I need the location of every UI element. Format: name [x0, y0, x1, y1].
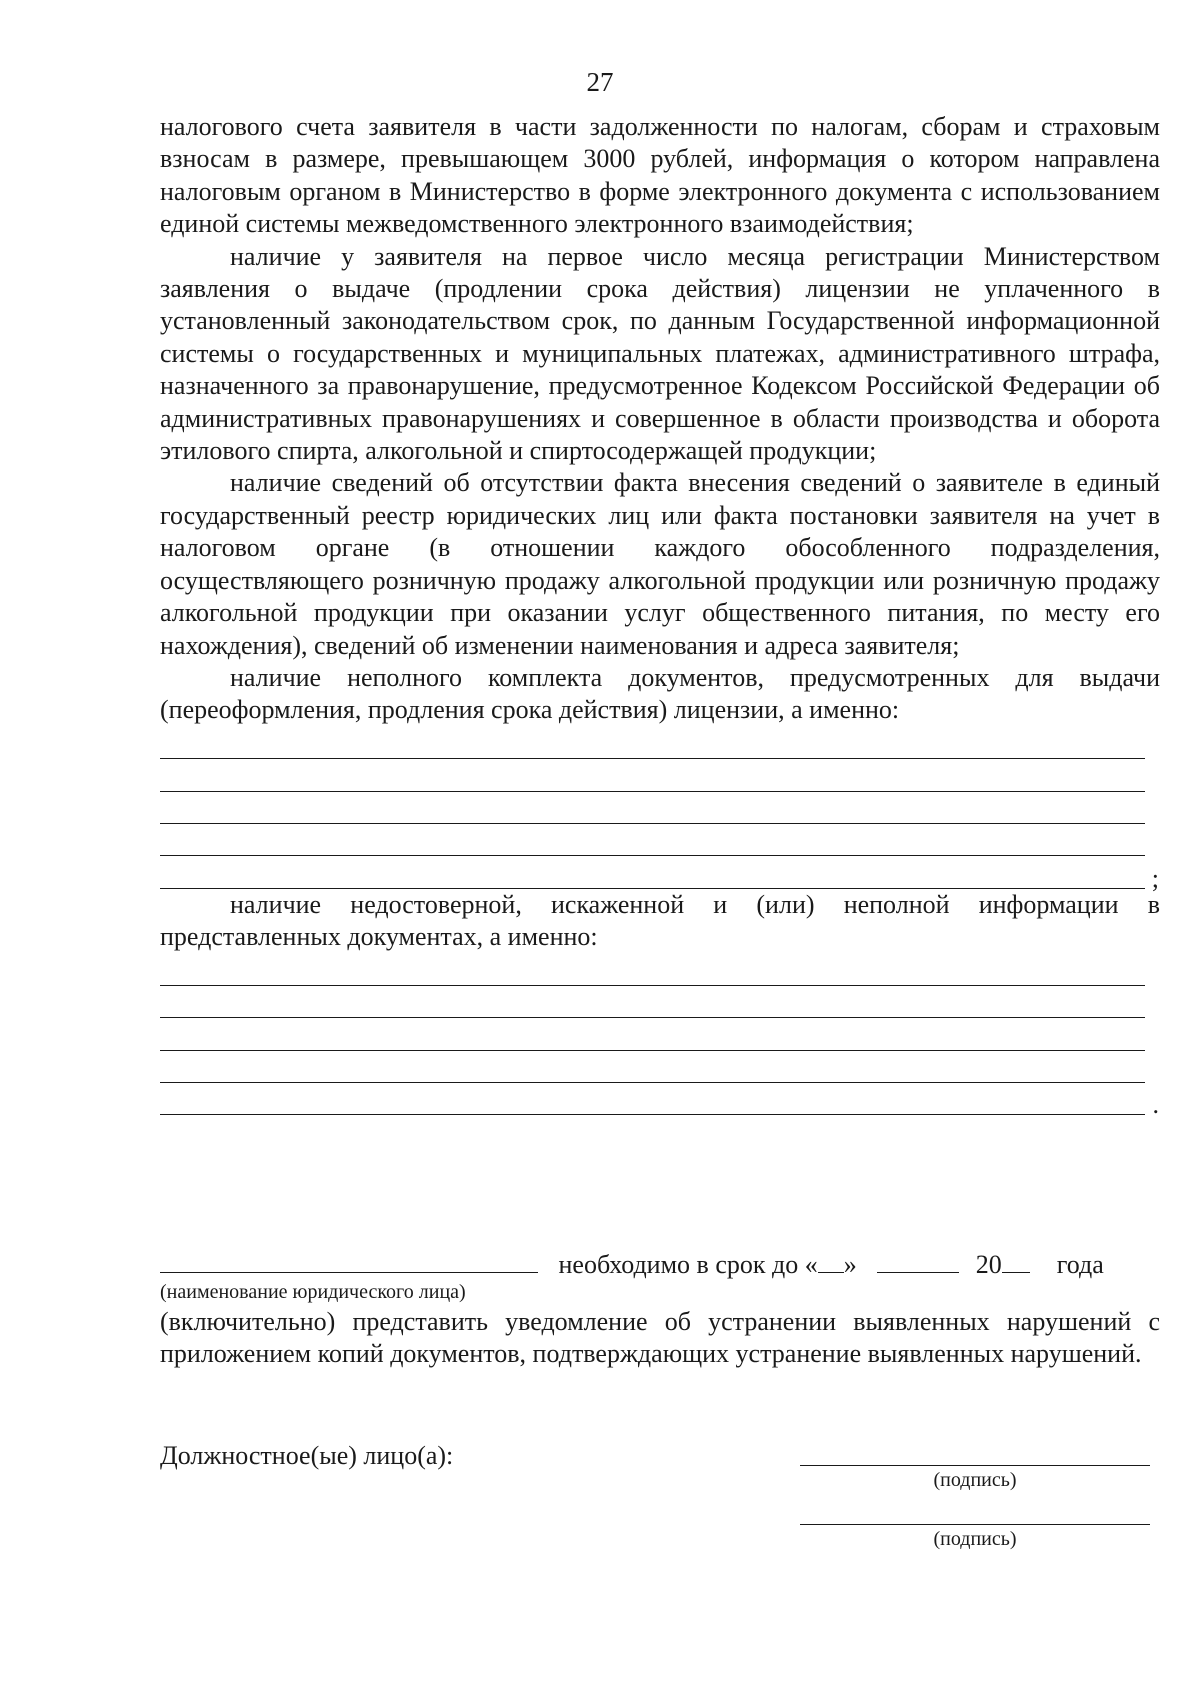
blank-line[interactable] [160, 792, 1145, 824]
deadline-year-word: года [1056, 1250, 1104, 1279]
paragraph-registry-absence: наличие сведений об отсутствии факта внесения сведений о заявителе в единый государственный реестр юридических лиц или факта постановки заявителя на учет в налоговом органе (в отношении каждого обособленного подразделения, осуществляющего розничную продажу алкогольной продукции или розничную продажу алкогольной продукции при оказании услуг общественного питания, по месту его нахождения), сведений об изменении наименования и адреса заявителя; [160, 468, 1160, 660]
organization-name-field[interactable] [160, 1248, 538, 1273]
paragraph-incomplete-documents: наличие неполного комплекта документов, предусмотренных для выдачи (переоформления, продления срока действия) лицензии, а именно: [160, 662, 1160, 725]
incomplete-documents-blank-lines [160, 727, 1159, 893]
signature-caption-1: (подпись) [933, 1469, 1017, 1491]
deadline-text: необходимо в срок до « [558, 1250, 818, 1279]
blank-line[interactable] [160, 824, 1145, 856]
deadline-year-field[interactable] [1002, 1248, 1030, 1273]
paragraph-unpaid-fine: наличие у заявителя на первое число месяца регистрации Министерством заявления о выдаче (продлении срока действия) лицензии не уплаченного в установленный законодательством срок, по данным Государственной информационной системы о государственных и муниципальных платежах, административного штрафа, назначенного за правонарушение, предусмотренное Кодексом Российской Федерации об административных правонарушениях и совершенное в области производства и оборота этилового спирта, алкогольной и спиртосодержащей продукции; [160, 241, 1160, 466]
blank-end-mark: ; [1151, 863, 1159, 893]
false-information-blank-lines [160, 953, 1159, 1120]
deadline-year-prefix: 20 [975, 1250, 1002, 1279]
document-body [160, 111, 1160, 1120]
deadline-quote-close: » [843, 1250, 857, 1279]
blank-line[interactable] [160, 759, 1145, 791]
blank-line[interactable] [160, 953, 1145, 985]
organization-name-caption: (наименование юридического лица) [160, 1281, 466, 1303]
blank-end-mark: . [1152, 1090, 1159, 1120]
signature-line-2[interactable] [800, 1523, 1150, 1525]
deadline-line [160, 1248, 1160, 1281]
blank-line[interactable] [160, 1083, 1159, 1120]
deadline-month-field[interactable] [877, 1248, 959, 1273]
blank-line[interactable] [160, 1018, 1145, 1050]
paragraph-tax-debt: налогового счета заявителя в части задолженности по налогам, сборам и страховым взносам в размере, превышающем 3000 рублей, информация о котором направлена налоговым органом в Министерство в форме электронного документа с использованием единой системы межведомственного электронного взаимодействия; [160, 112, 1160, 239]
blank-line[interactable] [160, 1051, 1145, 1083]
blank-line[interactable] [160, 727, 1145, 759]
page-number: 27 [586, 67, 614, 97]
signature-line-1[interactable] [800, 1464, 1150, 1466]
officials-label: Должностное(ые) лицо(а): [160, 1441, 454, 1470]
deadline-day-field[interactable] [818, 1248, 844, 1273]
blank-line[interactable] [160, 856, 1159, 893]
signature-caption-2: (подпись) [933, 1528, 1017, 1550]
closing-paragraph: (включительно) представить уведомление об устранении выявленных нарушений с приложением копий документов, подтверждающих устранение выявленных нарушений. [160, 1307, 1160, 1369]
blank-line[interactable] [160, 986, 1145, 1018]
paragraph-false-information: наличие недостоверной, искаженной и (или) неполной информации в представленных документах, а именно: [160, 889, 1160, 952]
